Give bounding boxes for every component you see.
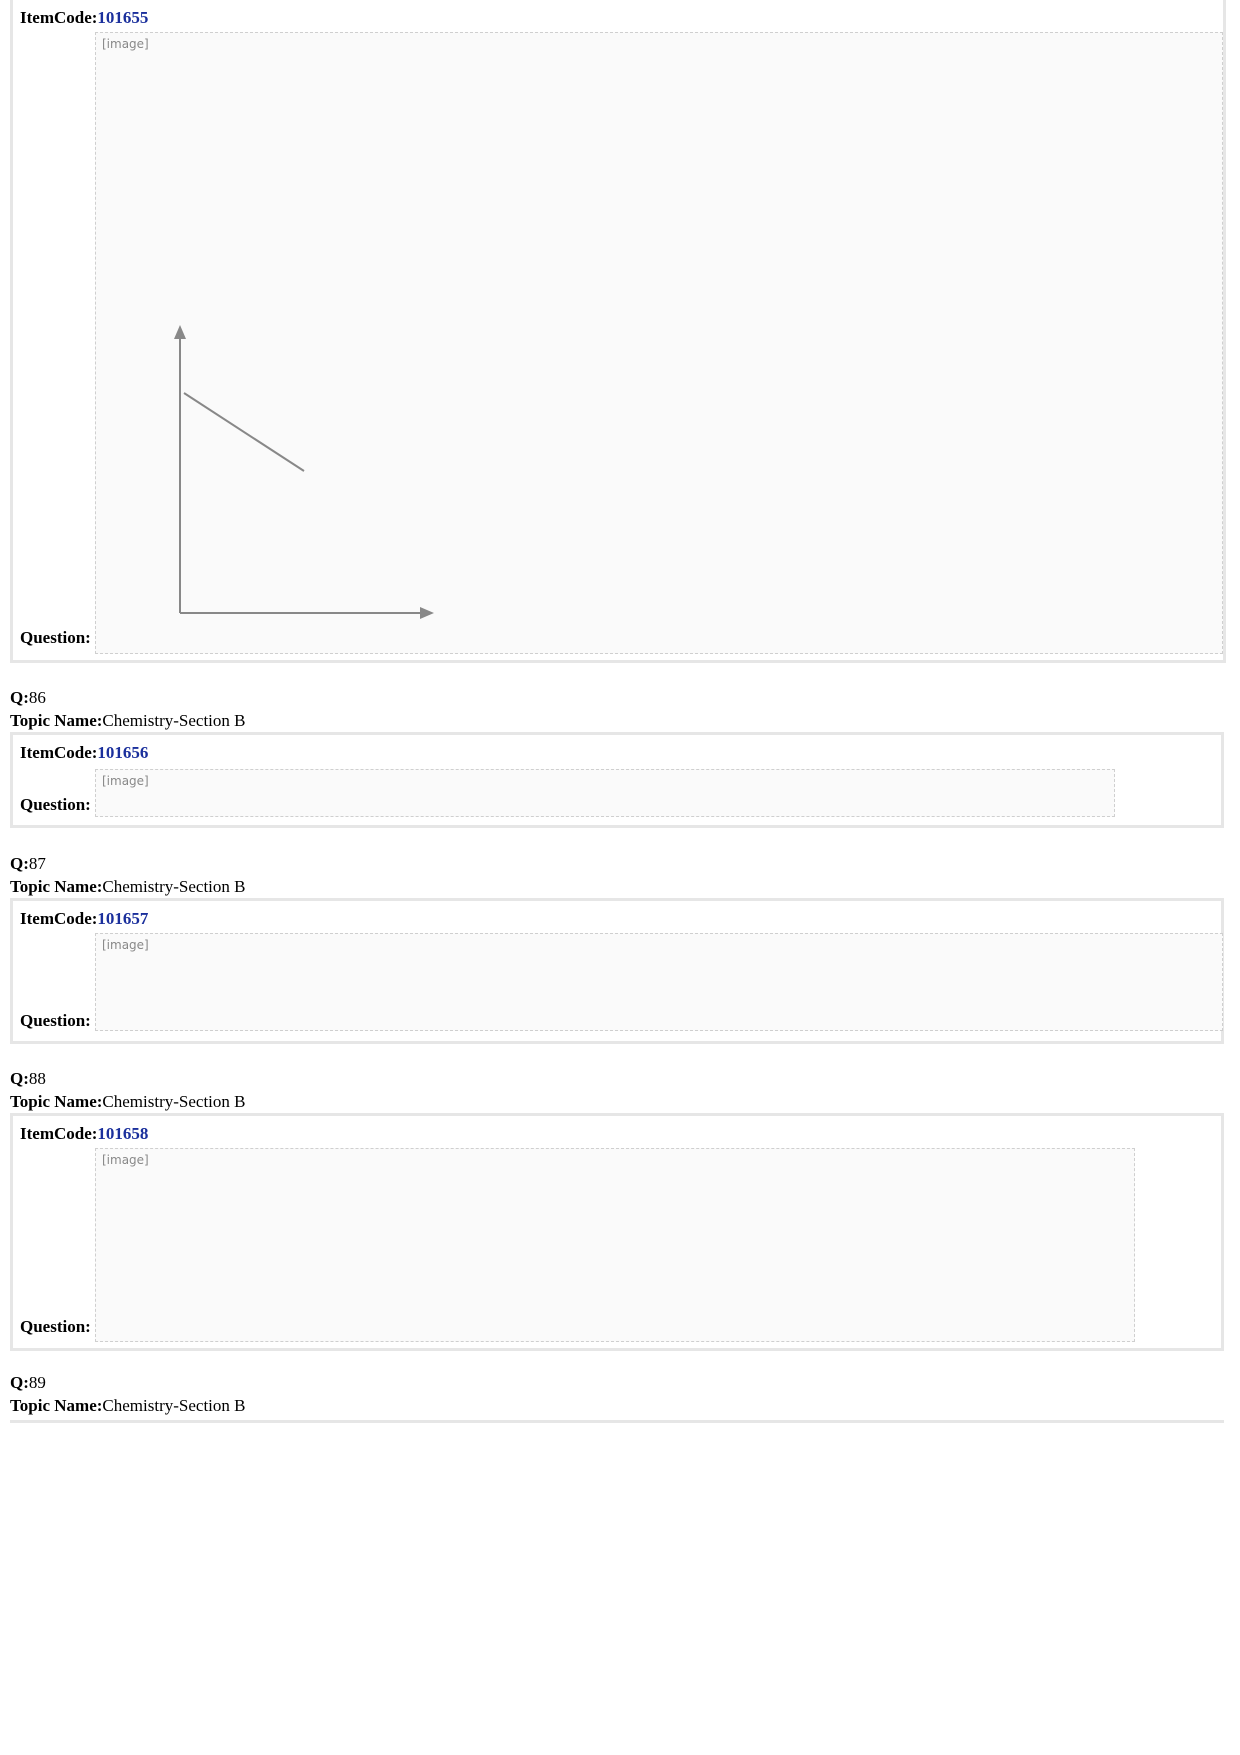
- question-card-101656: [10, 732, 1224, 828]
- question-image: [95, 1148, 1135, 1342]
- question-image: [95, 32, 1223, 654]
- q-label: Q:: [10, 854, 29, 873]
- slope-line: [184, 393, 304, 471]
- q-number: 88: [28, 1069, 46, 1088]
- question-image: [95, 769, 1115, 817]
- q-label: Q:: [10, 1373, 29, 1392]
- q-number: 89: [28, 1373, 46, 1392]
- topic-name: Chemistry-Section B: [102, 1396, 246, 1415]
- x-axis-arrow: [420, 607, 434, 619]
- topic-line: [10, 1396, 245, 1416]
- question-label: Question:: [20, 628, 91, 647]
- q-number: 87: [28, 854, 46, 873]
- image-placeholder-caption: [image]: [102, 37, 149, 51]
- item-code-value: 101656: [97, 743, 149, 762]
- topic-line: [10, 711, 245, 731]
- graph-sketch: [124, 323, 484, 643]
- topic-label: Topic Name:: [10, 1396, 103, 1415]
- topic-name: Chemistry-Section B: [102, 877, 246, 896]
- item-code-line: [20, 743, 148, 763]
- q-number-line: [10, 688, 46, 708]
- question-label: Question:: [20, 795, 91, 814]
- item-code-line: [20, 1124, 148, 1144]
- image-placeholder-caption: [image]: [102, 1153, 149, 1167]
- item-code-value: 101655: [97, 8, 149, 27]
- question-card-101657: [10, 898, 1224, 1044]
- topic-label: Topic Name:: [10, 877, 103, 896]
- q-number: 86: [28, 688, 46, 707]
- question-image: [95, 933, 1223, 1031]
- question-card-101658: [10, 1113, 1224, 1351]
- image-placeholder-caption: [image]: [102, 938, 149, 952]
- topic-line: [10, 1092, 245, 1112]
- topic-name: Chemistry-Section B: [102, 711, 246, 730]
- section-divider: [10, 1420, 1224, 1423]
- image-placeholder-caption: [image]: [102, 774, 149, 788]
- topic-name: Chemistry-Section B: [102, 1092, 246, 1111]
- question-label: Question:: [20, 1011, 91, 1030]
- q-number-line: [10, 854, 46, 874]
- item-code-label: ItemCode:: [20, 909, 98, 928]
- question-card-101655: [10, 0, 1226, 663]
- item-code-label: ItemCode:: [20, 743, 98, 762]
- item-code-value: 101657: [97, 909, 149, 928]
- item-code-label: ItemCode:: [20, 8, 98, 27]
- item-code-line: [20, 8, 148, 28]
- item-code-label: ItemCode:: [20, 1124, 98, 1143]
- item-code-value: 101658: [97, 1124, 149, 1143]
- q-number-line: [10, 1069, 46, 1089]
- item-code-line: [20, 909, 148, 929]
- y-axis-arrow: [174, 325, 186, 339]
- topic-label: Topic Name:: [10, 711, 103, 730]
- topic-line: [10, 877, 245, 897]
- question-label: Question:: [20, 1317, 91, 1336]
- q-label: Q:: [10, 688, 29, 707]
- topic-label: Topic Name:: [10, 1092, 103, 1111]
- q-number-line: [10, 1373, 46, 1393]
- q-label: Q:: [10, 1069, 29, 1088]
